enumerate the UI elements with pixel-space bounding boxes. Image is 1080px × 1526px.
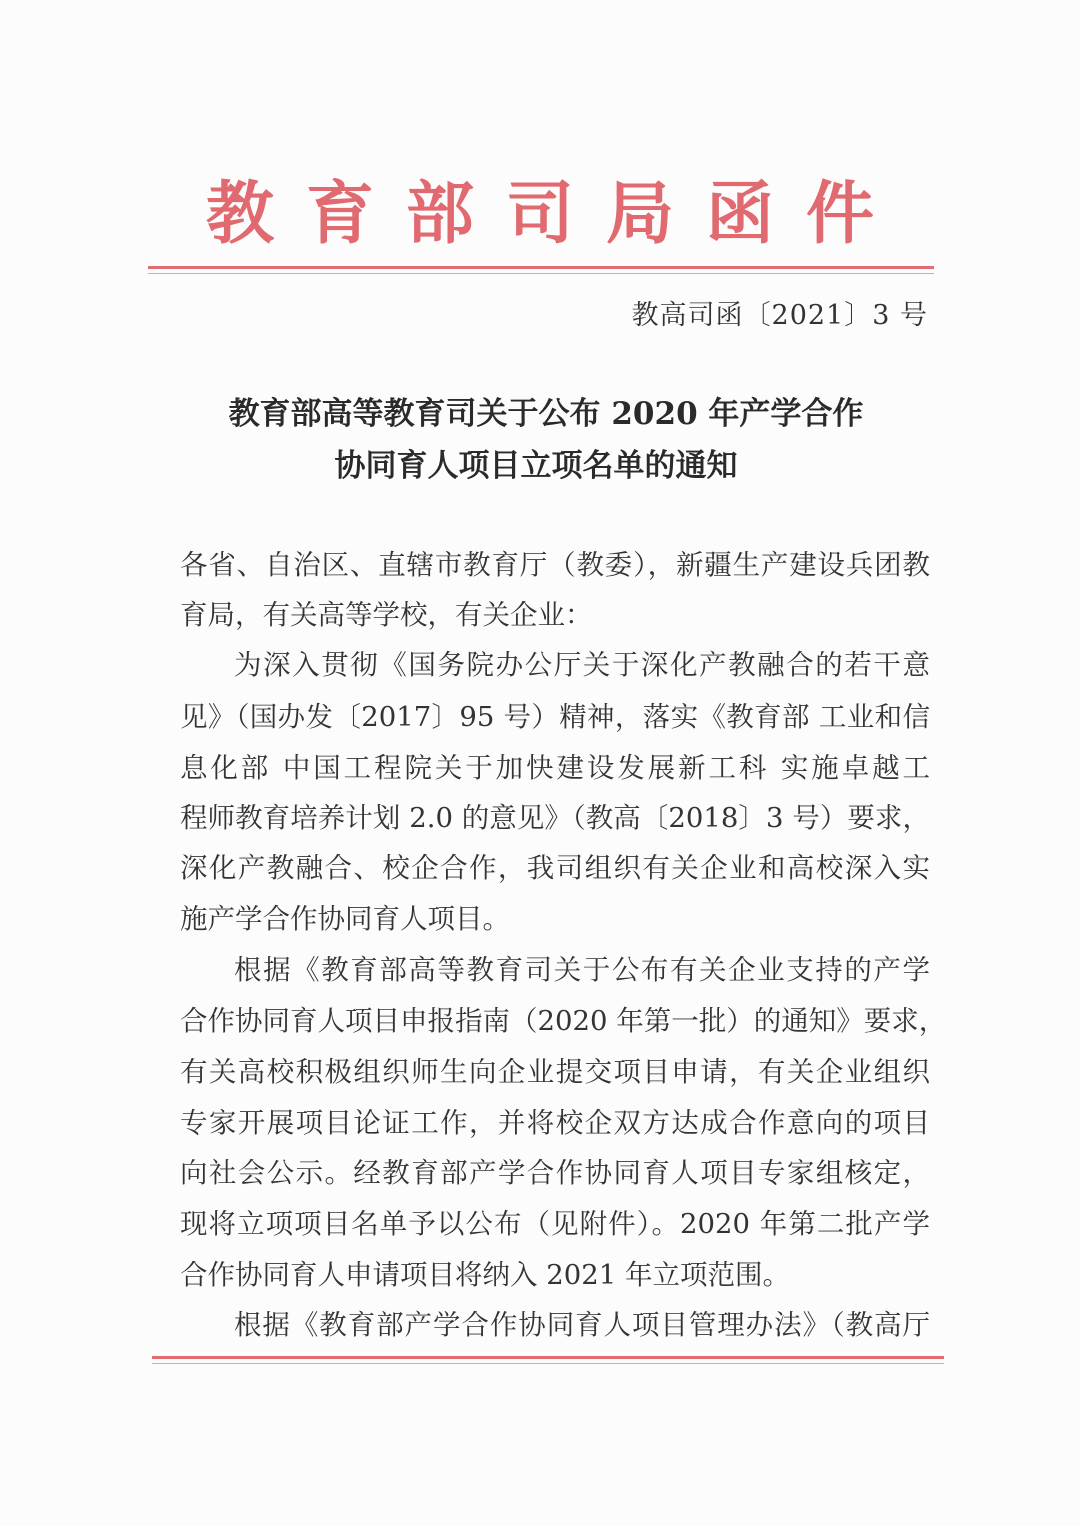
body-line: 程师教育培养计划 2.0 的意见》（教高〔2018〕3 号）要求，	[180, 802, 930, 834]
body-line: 现将立项项目名单予以公布（见附件）。2020 年第二批产学	[180, 1208, 930, 1240]
body-line: 合作协同育人申请项目将纳入 2021 年立项范围。	[180, 1259, 790, 1291]
body-line: 施产学合作协同育人项目。	[180, 903, 510, 935]
letterhead-top-rule	[148, 266, 934, 269]
body-line: 向社会公示。经教育部产学合作协同育人项目专家组核定，	[180, 1157, 930, 1189]
body-line: 息化部 中国工程院关于加快建设发展新工科 实施卓越工	[180, 752, 930, 784]
body-line: 专家开展项目论证工作，并将校企双方达成合作意向的项目	[180, 1107, 930, 1139]
footer-rule	[152, 1356, 944, 1359]
body-line: 为深入贯彻《国务院办公厅关于深化产教融合的若干意	[234, 649, 930, 681]
body-line: 各省、自治区、直辖市教育厅（教委），新疆生产建设兵团教	[180, 549, 930, 581]
notice-title-line-2: 协同育人项目立项名单的通知	[334, 448, 738, 484]
body-line: 育局，有关高等学校，有关企业：	[180, 599, 593, 631]
body-line: 根据《教育部高等教育司关于公布有关企业支持的产学	[234, 954, 930, 986]
body-line: 见》（国办发〔2017〕95 号）精神，落实《教育部 工业和信	[180, 701, 930, 733]
body-line: 根据《教育部产学合作协同育人项目管理办法》（教高厅	[234, 1309, 930, 1341]
body-line: 深化产教融合、校企合作，我司组织有关企业和高校深入实	[180, 852, 930, 884]
body-line: 有关高校积极组织师生向企业提交项目申请，有关企业组织	[180, 1056, 930, 1088]
body-line: 合作协同育人项目申报指南（2020 年第一批）的通知》要求，	[180, 1005, 947, 1037]
document-number: 教高司函〔2021〕3 号	[631, 300, 928, 331]
notice-title-line-1: 教育部高等教育司关于公布 2020 年产学合作	[228, 396, 864, 432]
letterhead-title: 教育部司局函件	[205, 174, 906, 254]
